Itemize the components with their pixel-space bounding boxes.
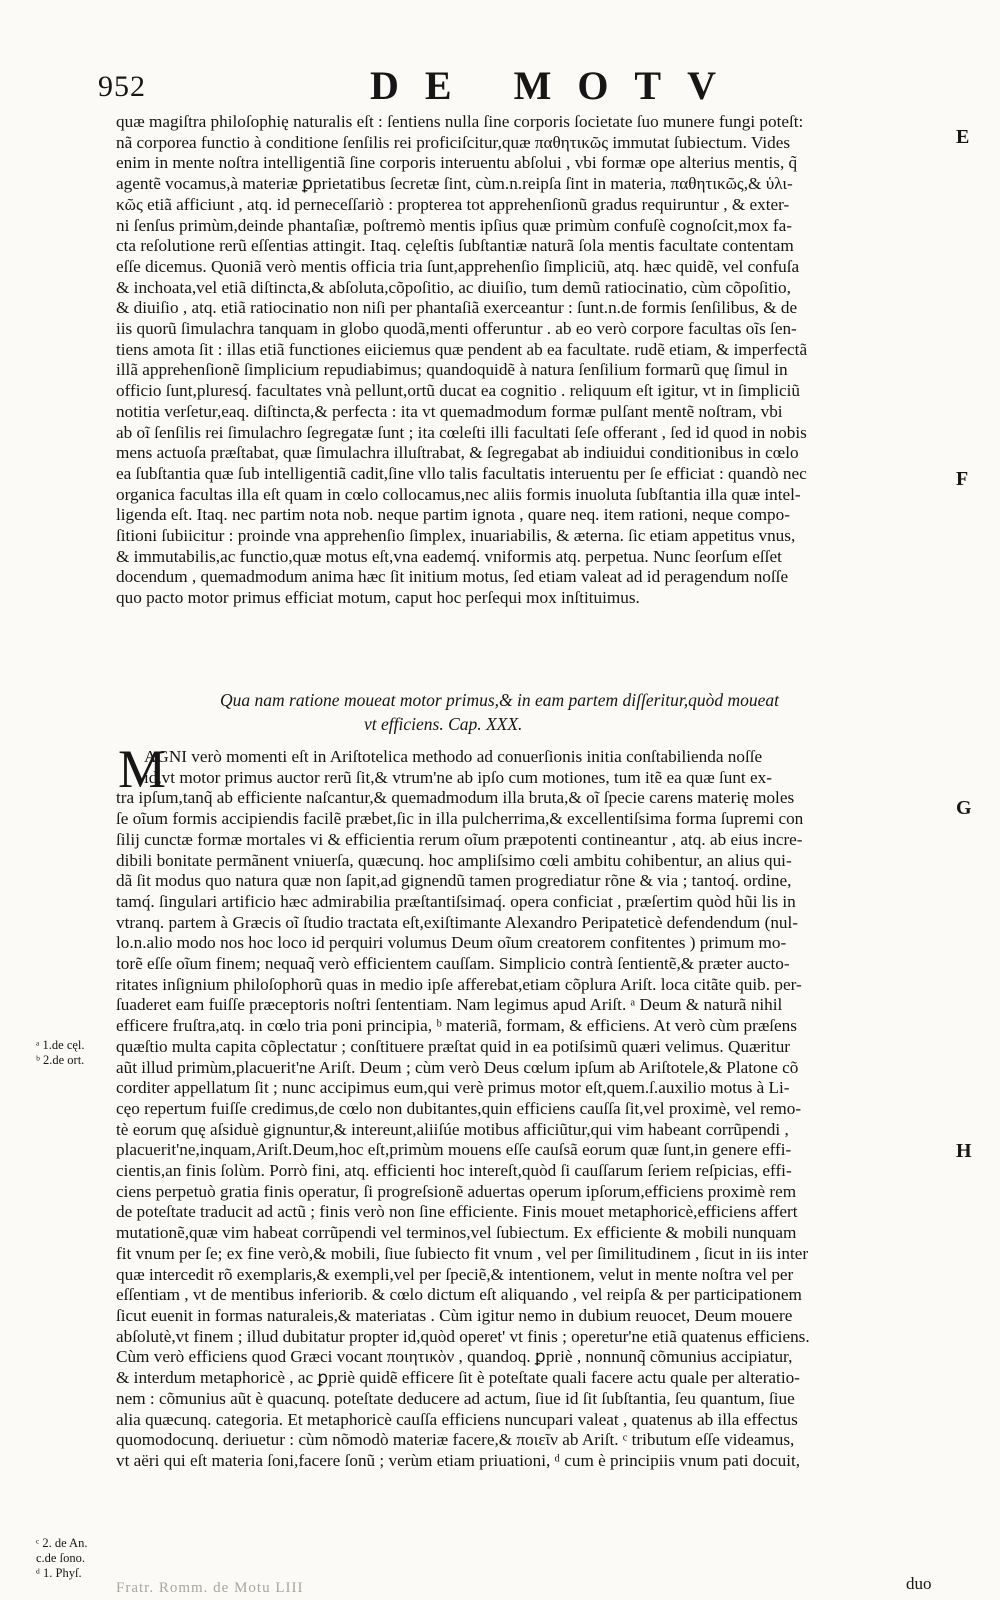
text-line: ritates inſignium philoſophorũ quas in medio ipſe afferebat,etiam cõplura Ariſt. loca citãte quib. per- [116,974,802,994]
chapter-heading-line1: Qua nam ratione moueat motor primus,& in eam partem diſſeritur,quòd moueat [220,690,780,710]
text-line: illã apprehenſionẽ ſimplicium repudiabimus; quandoquidẽ à natura ſenſilium formarũ quę ſimul in [116,360,788,380]
text-line: ciens perpetuò gratia finis operatur, ſi progreſsionẽ aduertas operum ipſorum,efficiens proximè rem [116,1181,797,1201]
margin-note-c1: ᶜ 2. de An. [36,1536,88,1550]
text-line: ni ſenſus primùm,deinde phantaſiæ, poſtremò mentis ipſius quæ primùm confuſè cognoſcit,mox fa- [116,215,792,235]
text-line: quæſtio multa capita cõplectatur ; conſtituere præſtat quid in ea potiſsimũ quæri velimus. Quæritur [116,1036,791,1056]
text-line: ea ſubſtantia quæ ſub intelligentiã cadit,ſine vllo talis facultatis interuentu per ſe efficiat : quandò nec [116,463,807,483]
top-paragraph [116,112,942,609]
text-line: efficere fruſtra,atq. in cœlo tria poni principia, ᵇ materiã, formam, & efficiens. At verò cùm præſens [116,1016,797,1036]
text-line: docendum , quemadmodum anima hæc ſit initium motus, ſed etiam valeat ad id peragendum noſſe [116,567,789,587]
text-line: dibili bonitate permãnent vniuerſa, quæcunq. hoc ampliſsimo cœli ambitu cohibentur, an alius qui- [116,850,792,870]
chapter-heading [116,688,942,736]
text-line: cta reſolutione rerũ eſſentias attingit. Itaq. cęleſtis ſubſtantiæ naturã ſola mentis facultate contentam [116,236,794,256]
section-letter-h: H [956,1140,972,1162]
text-line: cientis,an finis ſolùm. Porrò fini, atq. efficienti hoc intereſt,quòd ſi cauſſarum ſeriem reſpicias, effi- [116,1161,792,1181]
text-line: torẽ eſſe oĩum finem; nequaq̃ verò efficientem cauſſam. Simplicio contrà ſentientẽ,& præter aucto- [116,954,790,974]
text-line: eſſe dicemus. Quoniã verò mentis officia tria ſunt,apprehenſio ſimpliciũ, atq. hæc quidẽ, vel confuſa [116,256,800,276]
margin-note-d: ᵈ 1. Phyſ. [36,1566,82,1580]
text-line: ſicut euenit in formas naturaleis,& materiatas . Cùm igitur nemo in dubium reuocet, Deum mouere [116,1305,793,1325]
text-line: agentẽ vocamus,à materiæ ꝑprietatibus ſecretæ ſint, cùm.n.reipſa ſint in materia, παθητικῶς,& ὑλι- [116,174,793,194]
text-line: tamq́. ſingulari artificio hæc admirabilia præſtantiſsimaq́. opera conficiat , præſertim quòd hũi lis in [116,891,796,911]
text-line: mens actuoſa præſtabat, quæ ſimulachra illuſtrabat, & ſegregabat ab indiuidui conditionibus in cœlo [116,443,799,463]
main-paragraph [116,747,942,1472]
text-line: eſſentiam , vt de mentibus inferiorib. & cœlo dictum eſt aliquando , vel reipſa & per participationem [116,1285,802,1305]
text-line: & inchoata,vel etiã diſtincta,& abſoluta,cõpoſitio, ac diuiſio, tum demũ ratiocinatio, cùm cõpoſitio, [116,277,791,297]
text-line: ſilij cunctæ formæ mortales vi & efficientia rerum oĩum præpotenti contineantur , atq. ab eius incre- [116,829,803,849]
text-line: abſolutè,vt finem ; illud dubitatur propter id,quòd operet' vt finis ; operetur'ne etiã quatenus efficiens. [116,1326,810,1346]
text-line: tè eorum quę aſsiduè gignuntur,& intereunt,aliiſúe motibus afficiũtur,qui vim habeant corrũpendi , [116,1119,789,1139]
text-line: vtranq. partem à Græcis oĩ ſtudio tractata eſt,exiſtimante Alexandro Peripateticè defendendum (nul- [116,912,799,932]
text-line: ſuaderet eam fuiſſe præceptoris noſtri ſententiam. Nam legimus apud Ariſt. ᵃ Deum & naturã nihil [116,995,783,1015]
margin-note-b: ᵇ 2.de ort. [36,1053,85,1067]
text-line: iis quorũ ſimulachra tanquam in globo quodã,menti offeruntur . ab eo verò corpore facultas oĩs ſen- [116,319,797,339]
section-letter-g: G [956,797,972,819]
text-line: tra ipſum,tanq̃ ab efficiente naſcantur,& quemadmodum illa bruta,& oĩ ſpecie carens materię moles [116,788,795,808]
text-line: quomodocunq. deriuetur : cùm nõmodò materiæ facere,& ποιεῖν ab Ariſt. ᶜ tributum eſſe videamus, [116,1430,795,1450]
text-line: nã corporea functio à conditione ſenſilis rei proficiſcitur,quæ παθητικῶς immutat ſubiectum. Vides [116,132,791,152]
text-line: ligenda eſt. Itaq. nec partim nota nob. neque partim ignota , quare neq. item rationi, neque compo- [116,505,790,525]
text-line: alia quæcunq. categoria. Et metaphoricè cauſſa efficiens nuncupari valeat , quatenus ab illa effectus [116,1409,798,1429]
margin-note-a: ᵃ 1.de cęl. [36,1038,85,1052]
text-line: quo pacto motor primus efficiat motum, caput hoc perſequi mox inſtituimus. [116,588,640,608]
text-line: ab oĩ ſenſilis rei ſimulachro ſegregatæ ſunt ; ita cœleſti illi facultati ſeſe offerant , ſed id quod in nobis [116,422,807,442]
text-line: officio ſunt,pluresq́. facultates vnà pellunt,ortũ ducat ea cognitio . reliquum eſt igitur, vt in ſimpliciũ [116,381,800,401]
text-line: nem : cõmunius aũt è quacunq. poteſtate deducere ad actum, ſiue id ſit ſubſtantia, ſeu quantum, ſiue [116,1388,795,1408]
text-line: fit vnum per ſe; ex fine verò,& mobili, ſiue ſubiecto fit vnum , vel per ſimilitudinem , ſicut in iis inter [116,1243,809,1263]
page-number: 952 [98,70,146,103]
text-line: placuerit'ne,inquam,Ariſt.Deum,hoc eſt,primùm mouens eſſe cauſsã eorum quæ ſunt,in genere effi- [116,1140,792,1160]
text-line: lo.n.alio modo nos hoc loco id perquiri volumus Deum oĩum creatorem confitentes ) primum mo- [116,933,787,953]
text-line: ſe oĩum formis accipiendis facilẽ præbet,ſic in illa pulcherrima,& excellentiſsima forma ſupremi con [116,809,804,829]
text-line: enim in mente noſtra intelligentiã ſine corporis interuentu abſolui , vbi formæ ope alterius mentis, q̃ [116,153,798,173]
text-line: notitia verſetur,eaq. diſtincta,& perfecta : ita vt quemadmodum formæ pulſant mentẽ noſtram, vbi [116,401,783,421]
text-line: Cùm verò efficiens quod Græci vocant ποιητικὸν , quandoq. ꝑpriè , nonnunq̃ cõmunius accipiatur, [116,1347,793,1367]
text-line: tiens amota ſit : illas etiã functiones eiiciemus quæ pendent ab ea facultate. rudẽ etiam, & imperfectã [116,339,808,359]
text-line: organica facultas illa eſt quam in cœlo collocamus,nec aliis formis inuoluta ſubſtantia illa quæ intel- [116,484,801,504]
text-line: aũt illud primùm,placuerit'ne Ariſt. Deum ; cùm verò Deus cœlum ipſum ab Ariſtotele,& Platone cõ [116,1057,799,1077]
text-line: id,vt motor primus auctor rerũ ſit,& vtrum'ne ab ipſo cum motiones, tum itẽ ea quæ ſunt ex- [144,767,772,787]
bleed-through-text: Fratr. Romm. de Motu LIII [116,1580,304,1596]
section-letter-f: F [956,468,969,490]
text-line: ſitioni ſubiicitur : proinde vna apprehenſio ſimplex, inuariabilis, & æterna. ſic etiam appetitus vnus, [116,526,796,546]
text-line: de poteſtate traducit ad actũ ; finis verò non ſine efficiente. Finis mouet metaphoricè,efficiens affert [116,1202,798,1222]
text-line: dã ſit modus quo natura quæ non ſapit,ad gignendũ tamen progrediatur rõne & via ; tantoq́. ordine, [116,871,792,891]
text-line: cęo repertum fuiſſe credimus,de cœlo non dubitantes,quin efficiens cauſſa ſit,vel proximè, vel remo- [116,1098,802,1118]
text-line: mutationẽ,quæ vim habeat corrũpendi vel terminos,vel ſubiectum. Ex efficiente & mobili nunquam [116,1223,797,1243]
text-line: vt aëri qui eſt materia ſoni,facere ſonũ ; verùm etiam priuationi, ᵈ cum è principiis vnum pati docuit, [116,1450,801,1470]
chapter-heading-line2: vt efficiens. Cap. XXX. [364,714,523,734]
text-line: quæ intercedit rõ exemplaris,& exempli,vel per ſpeciẽ,& intentionem, velut in mente noſtra vel per [116,1264,794,1284]
running-title: DE MOTV [370,63,742,108]
text-line: & interdum metaphoricè , ac ꝑpriè quidẽ efficere ſit è poteſtate quali facere actu quale per alteratio- [116,1368,800,1388]
text-line: quæ magiſtra philoſophię naturalis eſt : ſentiens nulla ſine corporis ſocietate ſuo munere fungi poteſt: [116,112,804,131]
text-line: AGNI verò momenti eſt in Ariſtotelica methodo ad conuerſionis initia conſtabilienda noſſe [144,747,763,766]
text-line: corditer appellatum ſit ; nunc accipimus eum,qui verè primus motor eſt,quem.ſ.auxilio motus à Li- [116,1078,790,1098]
text-line: & immutabilis,ac functio,quæ motus eſt,vna eademq́. vniformis atq. perpetua. Nunc ſeorſum eſſet [116,546,782,566]
drop-cap: M [118,739,167,799]
text-line: & diuiſio , atq. etiã ratiocinatio non niſi per phantaſiã exerceantur : ſunt.n.de formis ſenſilibus, & de [116,298,798,318]
text-line: κῶς etiã afficiunt , atq. id perneceſſariò : propterea tot apprehenſionũ gradus requiruntur , & exter- [116,194,790,214]
section-letter-e: E [956,126,970,148]
catchword: duo [906,1574,932,1593]
margin-note-c2: c.de ſono. [36,1551,85,1565]
